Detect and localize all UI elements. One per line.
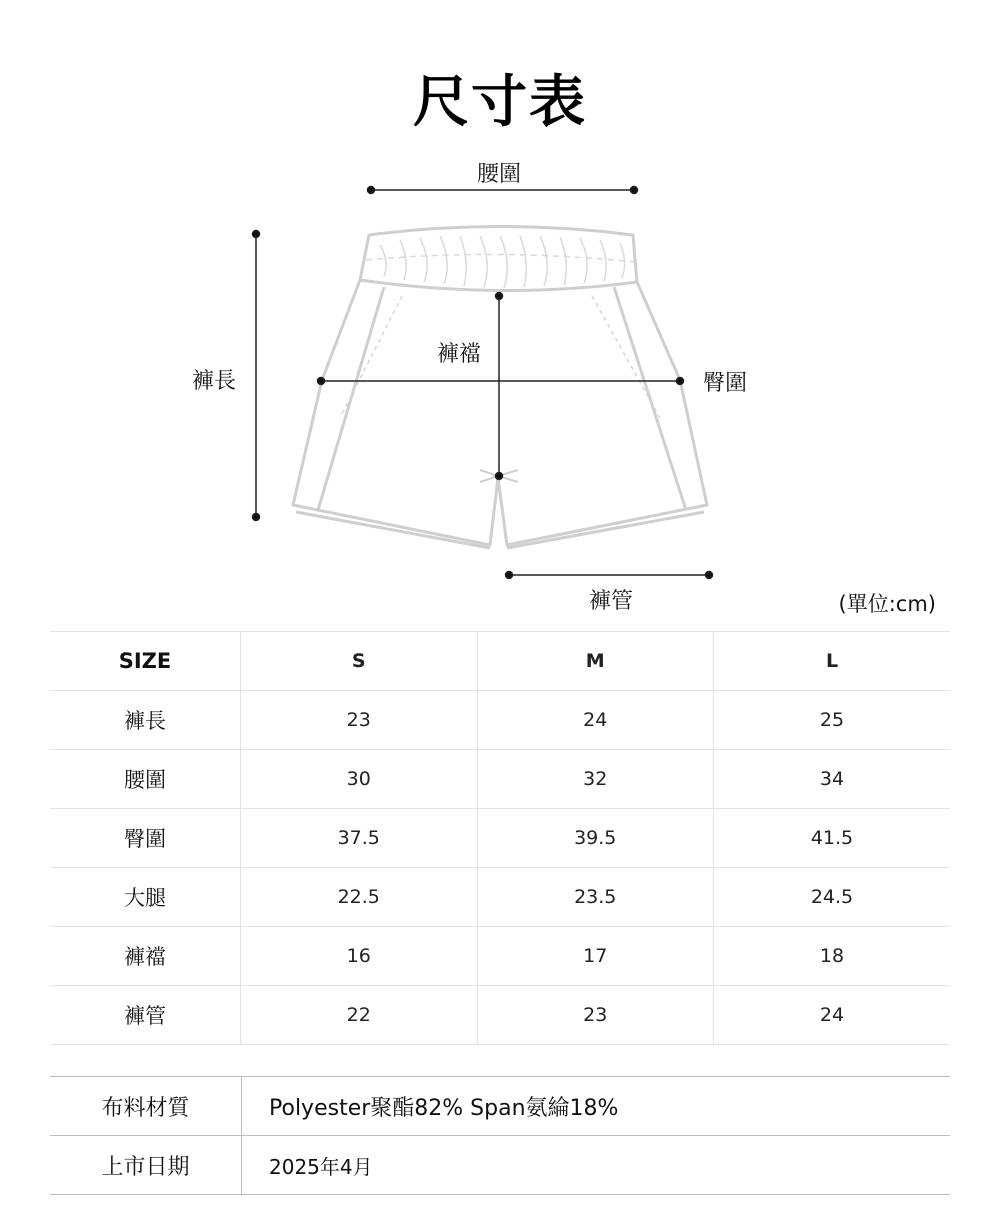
cell-value: 23 bbox=[477, 986, 714, 1045]
info-row-release-date bbox=[50, 1136, 950, 1195]
cell-value: 24.5 bbox=[714, 868, 951, 927]
info-row-material bbox=[50, 1077, 950, 1136]
header-s: S bbox=[241, 632, 478, 691]
waistband-gathers bbox=[366, 236, 634, 288]
label-leg-opening: 褲管 bbox=[589, 589, 634, 614]
label-hip: 臀圍 bbox=[703, 371, 748, 396]
measure-hip bbox=[318, 378, 684, 385]
cell-value: 23 bbox=[241, 691, 478, 750]
table-row bbox=[50, 691, 950, 750]
cell-value: 37.5 bbox=[241, 809, 478, 868]
row-label: 褲襠 bbox=[50, 927, 241, 986]
info-label: 上市日期 bbox=[50, 1136, 242, 1195]
page-title: 尺寸表 bbox=[413, 70, 587, 135]
table-row bbox=[50, 927, 950, 986]
info-value: Polyester聚酯82% Span氨綸18% bbox=[242, 1077, 951, 1136]
label-waist: 腰圍 bbox=[477, 162, 522, 187]
table-row bbox=[50, 868, 950, 927]
cell-value: 32 bbox=[477, 750, 714, 809]
cell-value: 16 bbox=[241, 927, 478, 986]
cell-value: 22 bbox=[241, 986, 478, 1045]
cell-value: 18 bbox=[714, 927, 951, 986]
info-value: 2025年4月 bbox=[242, 1136, 951, 1195]
cell-value: 34 bbox=[714, 750, 951, 809]
cell-value: 24 bbox=[714, 986, 951, 1045]
table-row bbox=[50, 986, 950, 1045]
cell-value: 22.5 bbox=[241, 868, 478, 927]
pocket-stitching bbox=[340, 296, 660, 418]
label-length: 褲長 bbox=[192, 369, 237, 394]
cell-value: 41.5 bbox=[714, 809, 951, 868]
measure-leg-opening bbox=[506, 572, 713, 579]
cell-value: 25 bbox=[714, 691, 951, 750]
row-label: 褲管 bbox=[50, 986, 241, 1045]
row-label: 臀圍 bbox=[50, 809, 241, 868]
size-table bbox=[50, 631, 950, 1045]
cell-value: 24 bbox=[477, 691, 714, 750]
label-rise: 褲襠 bbox=[437, 342, 482, 367]
unit-note: (單位:cm) bbox=[838, 592, 936, 616]
cell-value: 30 bbox=[241, 750, 478, 809]
size-header-row bbox=[50, 632, 950, 691]
cell-value: 17 bbox=[477, 927, 714, 986]
row-label: 大腿 bbox=[50, 868, 241, 927]
header-m: M bbox=[477, 632, 714, 691]
header-size: SIZE bbox=[50, 632, 241, 691]
header-l: L bbox=[714, 632, 951, 691]
measure-length bbox=[253, 231, 260, 521]
row-label: 褲長 bbox=[50, 691, 241, 750]
shorts-outline bbox=[293, 227, 707, 549]
cell-value: 23.5 bbox=[477, 868, 714, 927]
info-label: 布料材質 bbox=[50, 1077, 242, 1136]
row-label: 腰圍 bbox=[50, 750, 241, 809]
table-row bbox=[50, 750, 950, 809]
measure-rise bbox=[496, 293, 503, 480]
cell-value: 39.5 bbox=[477, 809, 714, 868]
info-table bbox=[50, 1076, 950, 1195]
table-row bbox=[50, 809, 950, 868]
